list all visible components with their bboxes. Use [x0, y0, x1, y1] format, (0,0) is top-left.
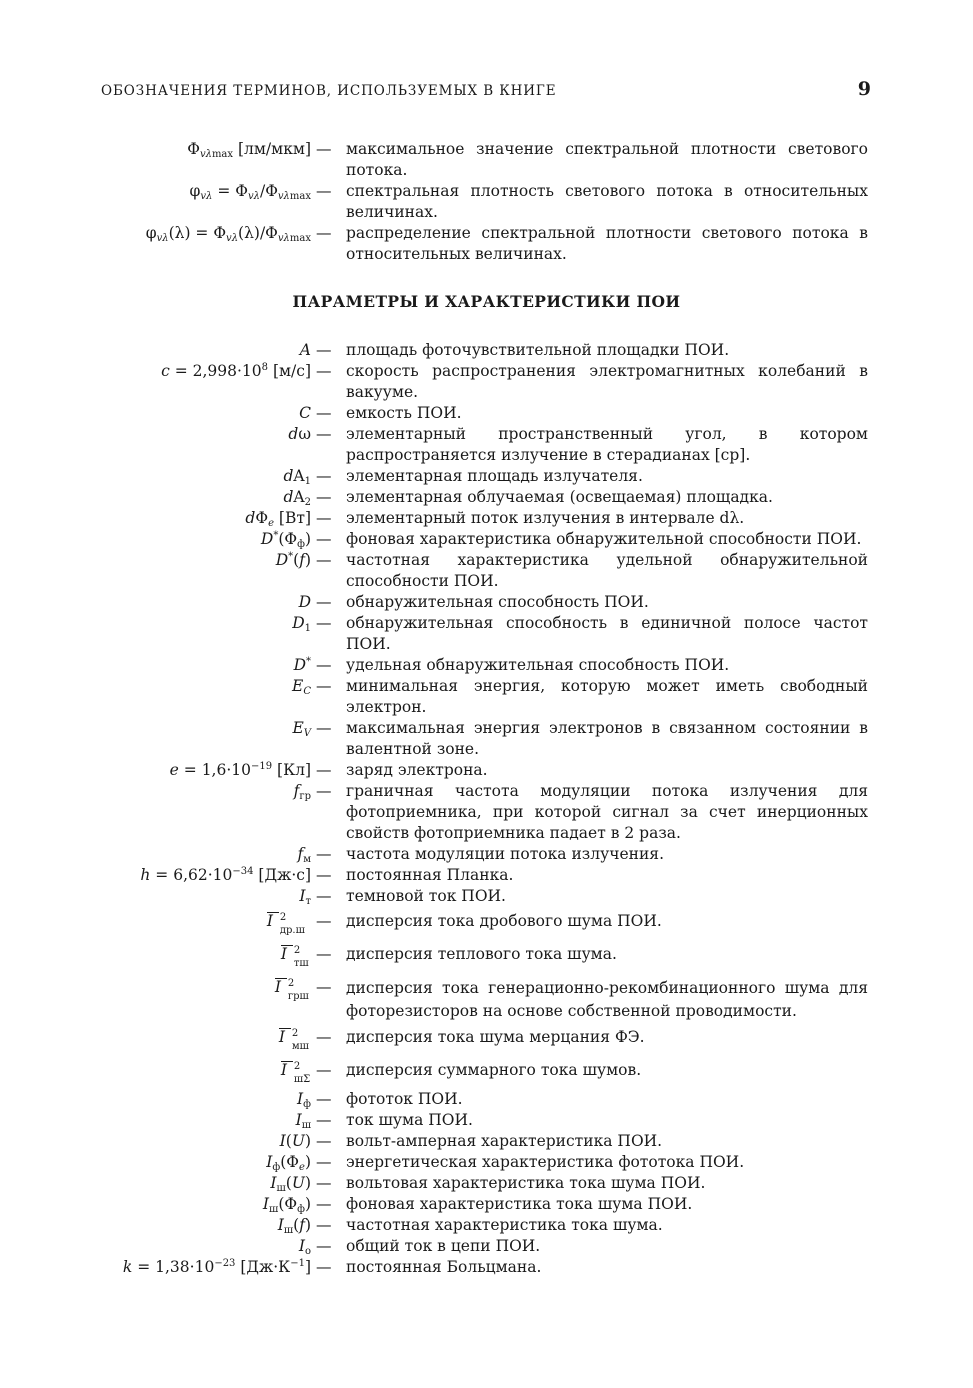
- term-symbol: $d\Phi_e$ [Вт]: [245, 509, 311, 529]
- term-definition: максимальная энергия электронов в связанном состоянии в валентной зоне.: [346, 719, 868, 758]
- term-symbol: I(U): [279, 1132, 311, 1150]
- term-row: [0, 613, 973, 655]
- term-dash: —: [316, 1216, 332, 1234]
- term-definition: спектральная плотность светового потока в относительных величинах.: [346, 182, 868, 221]
- term-row: [0, 508, 973, 529]
- term-row: [0, 1056, 973, 1089]
- term-definition: заряд электрона.: [346, 761, 488, 779]
- term-dash: —: [316, 761, 332, 779]
- term-definition: общий ток в цепи ПОИ.: [346, 1237, 541, 1255]
- term-row: [0, 403, 973, 424]
- term-dash: —: [316, 1153, 332, 1171]
- term-definition: вольт-амперная характеристика ПОИ.: [346, 1132, 663, 1150]
- term-symbol: $I_ш(f)$: [277, 1216, 311, 1236]
- term-definition: площадь фоточувствительной площадки ПОИ.: [346, 341, 730, 359]
- term-definition: обнаружительная способность ПОИ.: [346, 593, 649, 611]
- term-row: [0, 466, 973, 487]
- page-number: 9: [857, 78, 871, 100]
- term-symbol: A: [299, 341, 311, 359]
- term-definition: фототок ПОИ.: [346, 1090, 463, 1108]
- term-dash: —: [316, 404, 332, 422]
- term-dash: —: [316, 593, 332, 611]
- term-definition: постоянная Больцмана.: [346, 1258, 542, 1276]
- term-row: [0, 223, 973, 265]
- term-row: [0, 1131, 973, 1152]
- term-row: [0, 424, 973, 466]
- term-row: [0, 1089, 973, 1110]
- term-definition: емкость ПОИ.: [346, 404, 462, 422]
- term-dash: —: [316, 945, 332, 963]
- term-dash: —: [316, 978, 332, 996]
- term-row: [0, 940, 973, 973]
- term-symbol: $E_V$: [292, 719, 311, 739]
- term-symbol: $k = 1,38\cdot 10^{-23}$ $[Дж\cdot К^{-1}]$: [122, 1258, 311, 1276]
- term-row: [0, 592, 973, 613]
- term-symbol: $dA_1$: [283, 467, 311, 487]
- term-row: [0, 1194, 973, 1215]
- term-definition: элементарный пространственный угол, в котором распространяется излучение в стерадианах [ср].: [346, 425, 868, 464]
- poi-parameter-list: [0, 340, 973, 1278]
- term-definition: дисперсия тока генерационно-рекомбинационного шума для фоторезисторов на основе собственной проводимости.: [346, 979, 868, 1020]
- term-definition: энергетическая характеристика фототока ПОИ.: [346, 1153, 745, 1171]
- term-definition: постоянная Планка.: [346, 866, 514, 884]
- term-definition: частота модуляции потока излучения.: [346, 845, 665, 863]
- term-symbol: $\varphi_{v\lambda} = \Phi_{v\lambda}/\Phi_{v\lambda max}$: [189, 182, 311, 202]
- term-definition: элементарная облучаемая (освещаемая) площадка.: [346, 488, 773, 506]
- term-dash: —: [316, 1195, 332, 1213]
- term-dash: —: [316, 1132, 332, 1150]
- term-symbol: $I_ш(U)$: [270, 1174, 311, 1194]
- luminous-flux-terms: [0, 139, 973, 265]
- term-symbol: $I_ш$: [295, 1111, 311, 1131]
- term-row: [0, 1236, 973, 1257]
- term-symbol: $f_м$: [297, 845, 311, 865]
- term-row: [0, 139, 973, 181]
- term-row: [0, 1173, 973, 1194]
- term-row: [0, 550, 973, 592]
- term-symbol: $I_ш(\Phi_ф)$: [262, 1195, 311, 1215]
- term-symbol: $D_1$: [292, 614, 311, 634]
- term-definition: фоновая характеристика тока шума ПОИ.: [346, 1195, 693, 1213]
- term-row: [0, 655, 973, 676]
- term-row: [0, 781, 973, 844]
- term-definition: минимальная энергия, которую может иметь свободный электрон.: [346, 677, 868, 716]
- term-dash: —: [316, 467, 332, 485]
- term-symbol: $\Phi_{v\lambda max}$ [лм/мкм]: [187, 140, 311, 160]
- term-dash: —: [316, 341, 332, 359]
- term-row: [0, 1257, 973, 1278]
- term-symbol: I 2 др.ш: [266, 912, 305, 936]
- term-definition: элементарный поток излучения в интервале dλ.: [346, 509, 745, 527]
- term-definition: граничная частота модуляции потока излучения для фотоприемника, при которой сигнал за счет инерционных свойств фотоприемника падает в 2 раза.: [346, 782, 868, 842]
- term-dash: —: [316, 362, 332, 380]
- term-symbol: $I_ф(\Phi_e)$: [266, 1153, 311, 1173]
- term-symbol: $D^*(\Phi_ф)$: [260, 530, 311, 550]
- term-dash: —: [316, 887, 332, 905]
- term-definition: фоновая характеристика обнаружительной способности ПОИ.: [346, 530, 862, 548]
- term-row: [0, 181, 973, 223]
- term-row: [0, 907, 973, 940]
- term-symbol: $I_о$: [298, 1237, 311, 1257]
- term-definition: дисперсия суммарного тока шумов.: [346, 1061, 642, 1079]
- term-definition: скорость распространения электромагнитных колебаний в вакууме.: [346, 362, 868, 401]
- term-symbol: $\varphi_{v\lambda}(\lambda) = \Phi_{v\lambda}(\lambda)/\Phi_{v\lambda max}$: [145, 224, 311, 244]
- term-dash: —: [316, 677, 332, 695]
- term-symbol: $E_C$: [292, 677, 311, 697]
- term-symbol: $I_ф$: [297, 1090, 311, 1110]
- term-symbol: D: [298, 593, 311, 611]
- term-dash: —: [316, 509, 332, 527]
- term-dash: —: [316, 912, 332, 930]
- term-dash: —: [316, 224, 332, 242]
- term-row: [0, 1215, 973, 1236]
- term-definition: обнаружительная способность в единичной полосе частот ПОИ.: [346, 614, 868, 653]
- term-definition: дисперсия теплового тока шума.: [346, 945, 617, 963]
- section-heading: ПАРАМЕТРЫ И ХАРАКТЕРИСТИКИ ПОИ: [292, 292, 681, 311]
- term-symbol: dω: [288, 425, 311, 443]
- term-dash: —: [316, 488, 332, 506]
- term-symbol: I 2 мш: [278, 1028, 309, 1052]
- term-row: [0, 865, 973, 886]
- term-definition: дисперсия тока шума мерцания ФЭ.: [346, 1028, 645, 1046]
- term-row: [0, 1152, 973, 1173]
- term-symbol: $dA_2$: [283, 488, 311, 508]
- term-definition: максимальное значение спектральной плотности светового потока.: [346, 140, 868, 179]
- term-dash: —: [316, 182, 332, 200]
- term-dash: —: [316, 1061, 332, 1079]
- term-dash: —: [316, 1174, 332, 1192]
- term-dash: —: [316, 1028, 332, 1046]
- term-symbol: D*(f): [275, 551, 311, 569]
- term-dash: —: [316, 719, 332, 737]
- term-dash: —: [316, 1237, 332, 1255]
- term-row: [0, 529, 973, 550]
- term-dash: —: [316, 530, 332, 548]
- term-row: [0, 886, 973, 907]
- term-row: [0, 676, 973, 718]
- term-definition: темновой ток ПОИ.: [346, 887, 506, 905]
- term-symbol: I 2 шΣ: [280, 1061, 311, 1085]
- term-definition: элементарная площадь излучателя.: [346, 467, 643, 485]
- term-dash: —: [316, 782, 332, 800]
- running-title: ОБОЗНАЧЕНИЯ ТЕРМИНОВ, ИСПОЛЬЗУЕМЫХ В КНИГЕ: [101, 83, 557, 99]
- term-symbol: C: [299, 404, 311, 422]
- term-row: [0, 718, 973, 760]
- term-row: [0, 1023, 973, 1056]
- term-definition: ток шума ПОИ.: [346, 1111, 473, 1129]
- term-dash: —: [316, 425, 332, 443]
- term-symbol: $c = 2,998\cdot 10^8$ [м/с]: [161, 362, 311, 380]
- term-symbol: I 2 тш: [280, 945, 309, 969]
- term-row: [0, 487, 973, 508]
- term-symbol: $h = 6,62\cdot 10^{-34}$ [Дж·с]: [140, 866, 311, 884]
- term-symbol: $f_{гр}$: [293, 782, 311, 802]
- term-symbol: D*: [293, 656, 311, 674]
- term-dash: —: [316, 866, 332, 884]
- term-row: [0, 361, 973, 403]
- term-symbol: $e = 1,6\cdot 10^{-19}$ [Кл]: [169, 761, 311, 779]
- term-definition: распределение спектральной плотности светового потока в относительных величинах.: [346, 224, 868, 263]
- term-row: [0, 340, 973, 361]
- term-dash: —: [316, 140, 332, 158]
- term-dash: —: [316, 1258, 332, 1276]
- term-row: [0, 844, 973, 865]
- term-row: [0, 1110, 973, 1131]
- term-dash: —: [316, 1090, 332, 1108]
- term-dash: —: [316, 845, 332, 863]
- term-symbol: I 2 грш: [274, 978, 309, 1002]
- term-definition: вольтовая характеристика тока шума ПОИ.: [346, 1174, 706, 1192]
- page-header: [101, 80, 871, 104]
- term-definition: частотная характеристика тока шума.: [346, 1216, 663, 1234]
- term-definition: дисперсия тока дробового шума ПОИ.: [346, 912, 662, 930]
- term-dash: —: [316, 614, 332, 632]
- term-row: [0, 973, 973, 1023]
- term-symbol: $I_т$: [299, 887, 311, 907]
- term-row: [0, 760, 973, 781]
- term-definition: удельная обнаружительная способность ПОИ.: [346, 656, 730, 674]
- term-dash: —: [316, 551, 332, 569]
- term-definition: частотная характеристика удельной обнаружительной способности ПОИ.: [346, 551, 868, 590]
- term-dash: —: [316, 1111, 332, 1129]
- term-dash: —: [316, 656, 332, 674]
